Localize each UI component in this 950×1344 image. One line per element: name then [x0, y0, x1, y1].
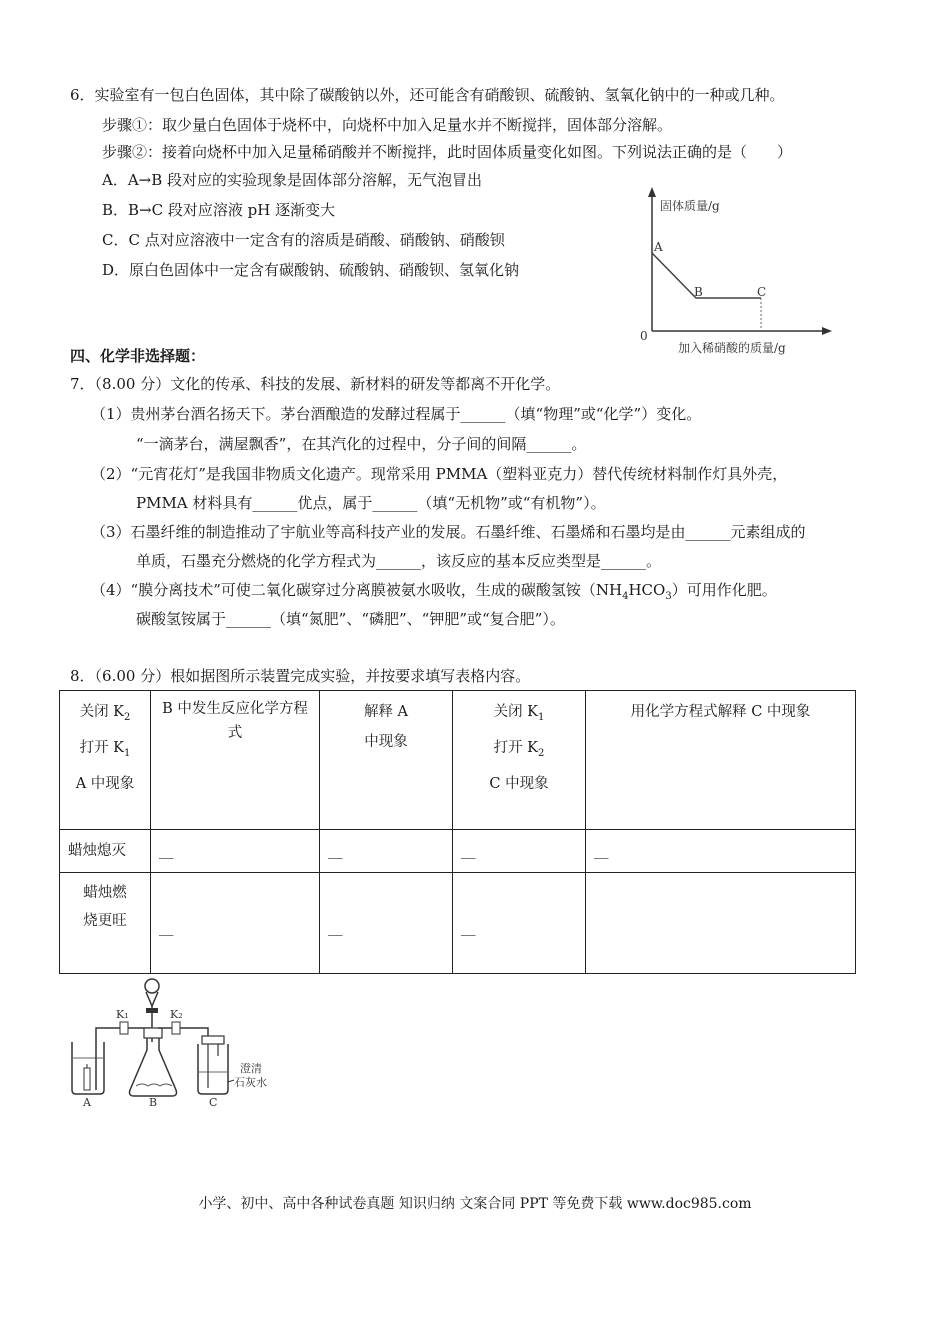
q7-part4-line1: （4）“膜分离技术”可使二氧化碳穿过分离膜被氨水吸收，生成的碳酸氢铵$(NH_4HCO_3)$可用作化肥。 [91, 581, 777, 602]
row2-blank-explain[interactable]: __ [320, 873, 453, 974]
header-explain-a: 解释 A 中现象 [320, 691, 453, 830]
q7-part1-line1: （1）贵州茅台酒名扬天下。茅台酒酿造的发酵过程属于______（填“物理”或“化学”）变化。 [91, 405, 702, 423]
row2-blank-c[interactable]: __ [453, 873, 586, 974]
q6-option-a: A．A→B 段对应的实验现象是固体部分溶解，无气泡冒出 [102, 171, 483, 189]
q8-stem: 8．（6.00 分）根如据图所示装置完成实验，并按要求填写表格内容。 [70, 667, 531, 685]
label-b: B [149, 1096, 158, 1107]
graph-point-b: B [694, 285, 703, 299]
row2-blank-b[interactable]: __ [151, 873, 320, 974]
q7-part4-line2: 碳酸氢铵属于______（填“氮肥”、“磷肥”、“钾肥”或“复合肥”）。 [136, 610, 565, 628]
label-k1: K₁ [116, 1008, 129, 1021]
q6-mass-graph [630, 185, 840, 360]
graph-point-c: C [757, 285, 767, 299]
q7-stem: 7．（8.00 分）文化的传承、科技的发展、新材料的研发等都离不开化学。 [70, 375, 561, 393]
label-lime-1: 澄清 [240, 1062, 262, 1075]
q6-step2: 步骤②：接着向烧杯中加入足量稀硝酸并不断搅拌，此时固体质量变化如图。下列说法正确的是（ ） [102, 143, 793, 161]
graph-point-a: A [654, 240, 663, 254]
q6-step1: 步骤①：取少量白色固体于烧杯中，向烧杯中加入足量水并不断搅拌，固体部分溶解。 [102, 116, 673, 134]
row2-blank-c-eq[interactable] [586, 873, 856, 974]
row1-blank-b[interactable]: __ [151, 830, 320, 873]
q6-stem: 6．实验室有一包白色固体，其中除了碳酸钠以外，还可能含有硝酸钡、硫酸钠、氢氧化钠中的一种或几种。 [70, 86, 785, 104]
label-c: C [209, 1096, 218, 1107]
q7-part2-line1: （2）“元宵花灯”是我国非物质文化遗产。现常采用 PMMA（塑料亚克力）替代传统材料制作灯具外壳， [91, 465, 788, 483]
q6-option-b: B．B→C 段对应溶液 pH 逐渐变大 [102, 201, 336, 219]
page-footer: 小学、初中、高中各种试卷真题 知识归纳 文案合同 PPT 等免费下载 www.doc985.com [198, 1196, 752, 1212]
row1-label: 蜡烛熄灭 [60, 830, 151, 873]
q8-apparatus-diagram [62, 972, 292, 1107]
q7-part3-line1: （3）石墨纤维的制造推动了宇航业等高科技产业的发展。石墨纤维、石墨烯和石墨均是由______元素组成的 [91, 523, 806, 541]
label-lime-2: 石灰水 [234, 1076, 267, 1089]
label-a: A [83, 1096, 91, 1107]
label-k2: K₂ [170, 1008, 183, 1021]
graph-origin: 0 [640, 329, 648, 343]
graph-xlabel: 加入稀硝酸的质量/g [678, 341, 786, 355]
row1-blank-c[interactable]: __ [453, 830, 586, 873]
q7-part1-line2: “一滴茅台，满屋飘香”，在其汽化的过程中，分子间的间隔______。 [136, 435, 587, 453]
row1-blank-c-eq[interactable]: __ [586, 830, 856, 873]
header-c-phenomenon: 关闭 $K_1$ 打开 $K_2$ C 中现象 [453, 691, 586, 830]
q7-part3-line2: 单质，石墨充分燃烧的化学方程式为______，该反应的基本反应类型是______。 [136, 552, 662, 570]
row2-label: 蜡烛燃烧更旺 [60, 873, 151, 974]
graph-ylabel: 固体质量/g [660, 199, 720, 213]
header-a-phenomenon: 关闭 $K_2$ 打开 $K_1$ A 中现象 [60, 691, 151, 830]
section-4-heading: 四、化学非选择题： [70, 347, 206, 365]
header-c-equation: 用化学方程式解释 C 中现象 [586, 691, 856, 830]
q6-option-c: C．C 点对应溶液中一定含有的溶质是硝酸、硝酸钠、硝酸钡 [102, 231, 505, 249]
q8-answer-table [59, 690, 856, 974]
row1-blank-explain[interactable]: __ [320, 830, 453, 873]
q6-option-d: D．原白色固体中一定含有碳酸钠、硫酸钠、硝酸钡、氢氧化钠 [102, 261, 520, 279]
header-b-equation: B 中发生反应化学方程式 [151, 691, 320, 830]
q7-part2-line2: PMMA 材料具有______优点，属于______（填“无机物”或“有机物”）。 [136, 494, 606, 512]
